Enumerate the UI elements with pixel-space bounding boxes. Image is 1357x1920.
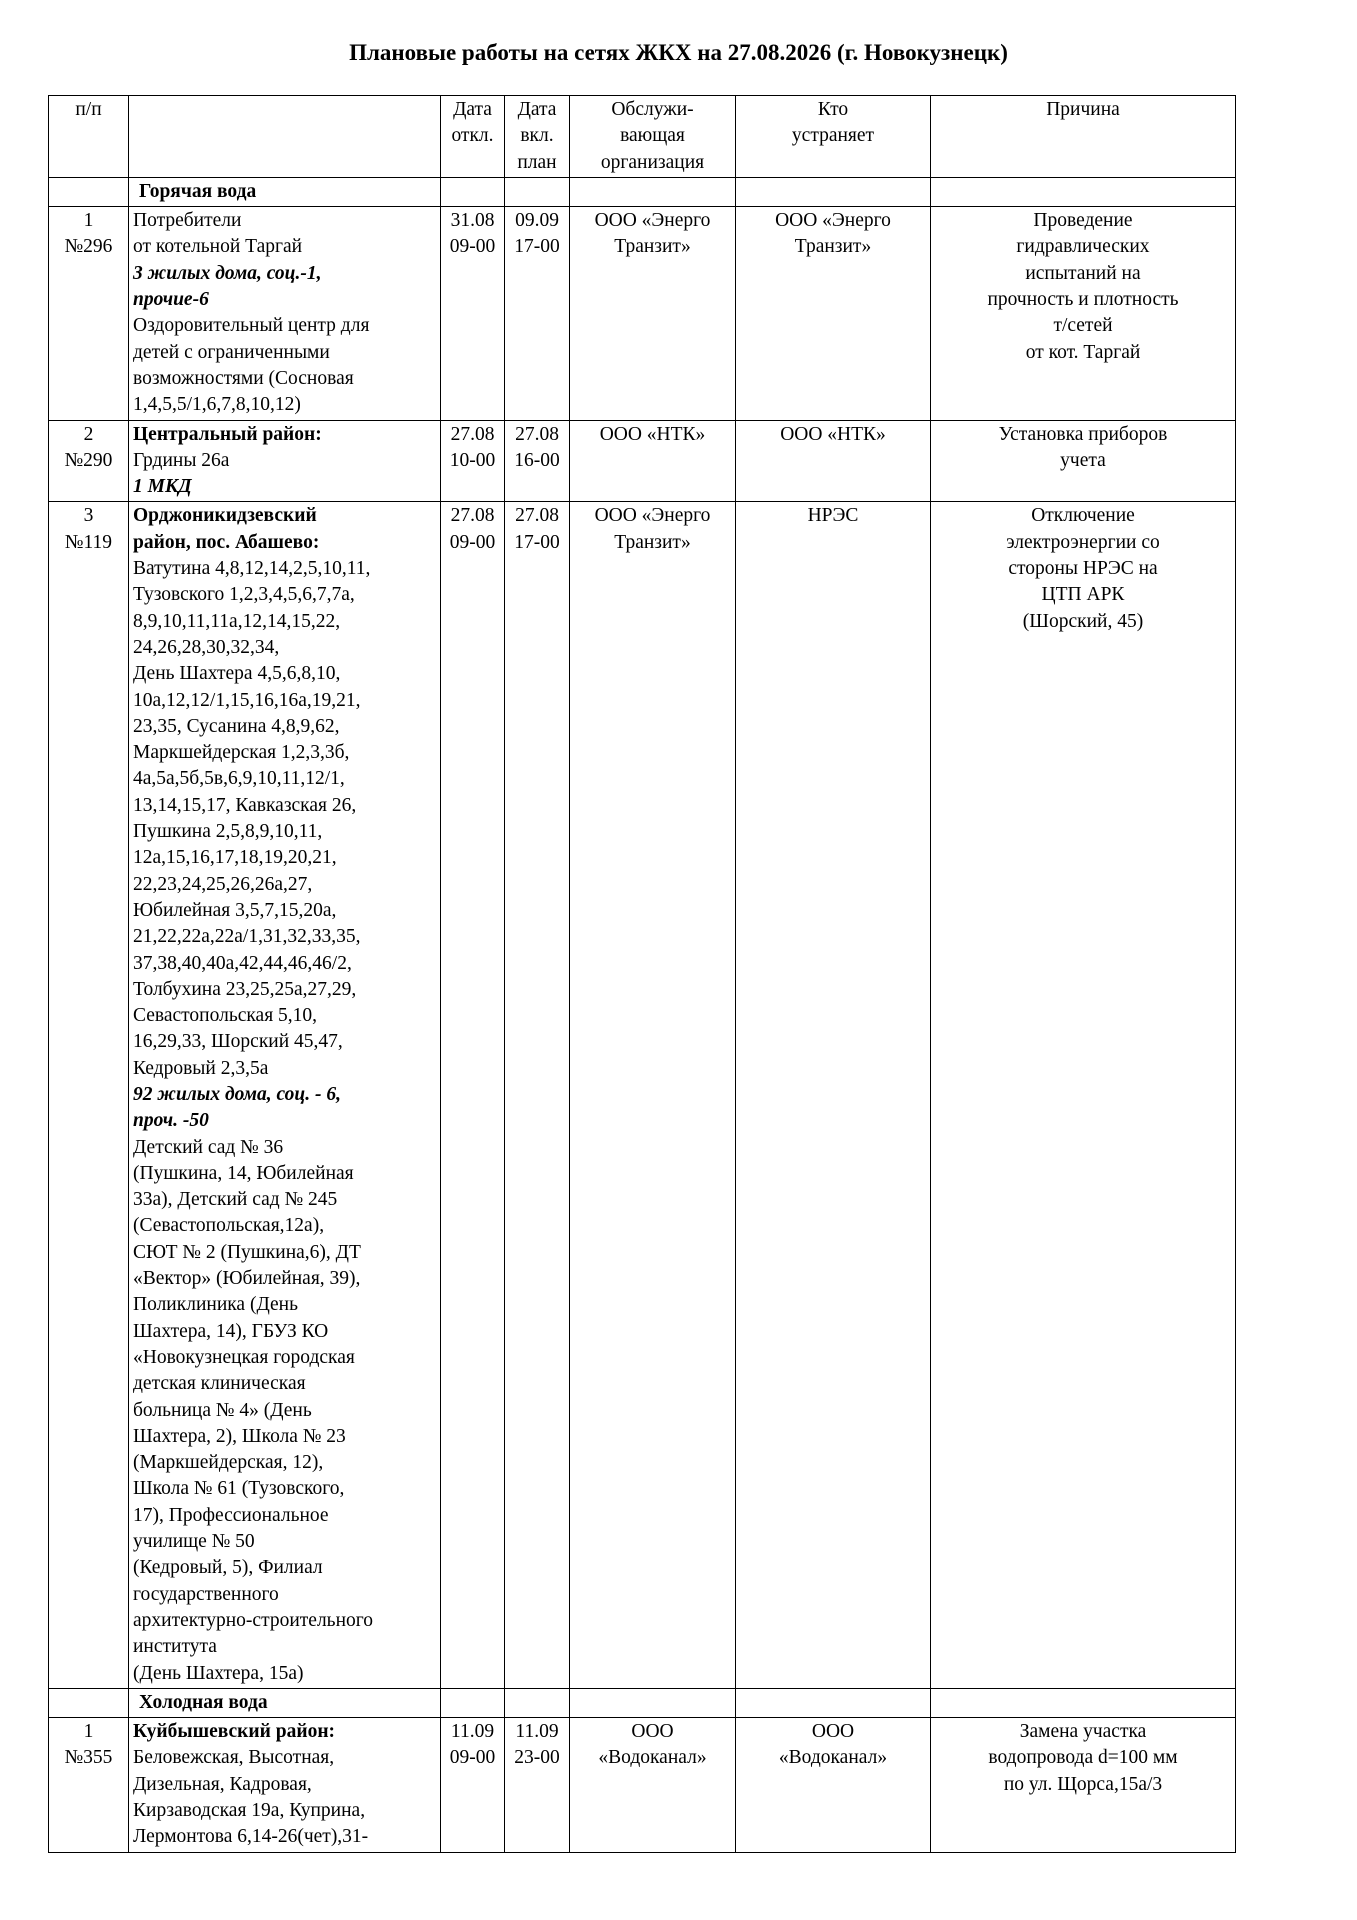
row-date-on: 09.09 17-00	[505, 207, 570, 420]
row-date-on: 27.08 17-00	[505, 502, 570, 1688]
row-address: Куйбышевский район: Беловежская, Высотная, Дизельная, Кадровая, Кирзаводская 19а, Куприна, Лермонтова 6,14-26(чет),31-	[129, 1718, 441, 1852]
table-row	[49, 1718, 1236, 1852]
row-org: ООО «Энерго Транзит»	[570, 502, 736, 1688]
row-address: Центральный район: Грдины 26а 1 МКД	[129, 420, 441, 502]
header-reason: Причина	[931, 96, 1236, 178]
section-cold-water	[49, 1688, 1236, 1717]
row-org: ООО «Энерго Транзит»	[570, 207, 736, 420]
row-date-on: 27.08 16-00	[505, 420, 570, 502]
row-address: Орджоникидзевский район, пос. Абашево: Ватутина 4,8,12,14,2,5,10,11, Тузовского 1,2,3,4,5,6,7,7а, 8,9,10,11,11а,12,14,15,22, 24,26,28,30,32,34, День Шахтера 4,5,6,8,10, 10а,12,12/1,15,16,16а,19,21, 23,35, Сусанина 4,8,9,62, Маркшейдерская 1,2,3,3б, 4а,5а,5б,5в,6,9,10,11,12/1, 13,14,15,17, Кавказская 26, Пушкина 2,5,8,9,10,11, 12а,15,16,17,18,19,20,21, 22,23,24,25,26,26а,27, Юбилейная 3,5,7,15,20а, 21,22,22а,22а/1,31,32,33,35, 37,38,40,40а,42,44,46,46/2, Толбухина 23,25,25а,27,29, Севастопольская 5,10, 16,29,33, Шорский 45,47, Кедровый 2,3,5а 92 жилых дома, соц. - 6, проч. -50 Детский сад № 36 (Пушкина, 14, Юбилейная 33а), Детский сад № 245 (Севастопольская,12а), СЮТ № 2 (Пушкина,6), ДТ «Вектор» (Юбилейная, 39), Поликлиника (День Шахтера, 14), ГБУЗ КО «Новокузнецкая городская детская клиническая больница № 4» (День Шахтера, 2), Школа № 23 (Маркшейдерская, 12), Школа № 61 (Тузовского, 17), Профессиональное училище № 50 (Кедровый, 5), Филиал государственного архитектурно-строительного института (День Шахтера, 15а)	[129, 502, 441, 1688]
section-hot-water	[49, 177, 1236, 206]
header-fixer: Кто устраняет	[736, 96, 931, 178]
works-table	[48, 95, 1236, 1853]
row-fixer: НРЭС	[736, 502, 931, 1688]
row-number: 3 №119	[49, 502, 129, 1688]
header-date-on: Дата вкл. план	[505, 96, 570, 178]
table-header-row	[49, 96, 1236, 178]
section-title-hot: Горячая вода	[129, 177, 441, 206]
table-row	[49, 502, 1236, 1688]
header-date-off: Дата откл.	[441, 96, 505, 178]
row-date-off: 27.08 09-00	[441, 502, 505, 1688]
row-number: 2 №290	[49, 420, 129, 502]
header-org: Обслужи- вающая организация	[570, 96, 736, 178]
row-fixer: ООО «НТК»	[736, 420, 931, 502]
header-address	[129, 96, 441, 178]
row-number: 1 №296	[49, 207, 129, 420]
row-reason: Отключение электроэнергии со стороны НРЭС на ЦТП АРК (Шорский, 45)	[931, 502, 1236, 1688]
header-num: п/п	[49, 96, 129, 178]
row-fixer: ООО «Водоканал»	[736, 1718, 931, 1852]
row-fixer: ООО «Энерго Транзит»	[736, 207, 931, 420]
row-address: Потребители от котельной Таргай 3 жилых дома, соц.-1, прочие-6 Оздоровительный центр для детей с ограниченными возможностями (Сосновая 1,4,5,5/1,6,7,8,10,12)	[129, 207, 441, 420]
row-date-off: 11.09 09-00	[441, 1718, 505, 1852]
table-row	[49, 420, 1236, 502]
row-org: ООО «Водоканал»	[570, 1718, 736, 1852]
row-date-off: 27.08 10-00	[441, 420, 505, 502]
row-number: 1 №355	[49, 1718, 129, 1852]
row-date-on: 11.09 23-00	[505, 1718, 570, 1852]
row-reason: Установка приборов учета	[931, 420, 1236, 502]
row-org: ООО «НТК»	[570, 420, 736, 502]
document-title: Плановые работы на сетях ЖКХ на 27.08.2026 (г. Новокузнецк)	[349, 40, 1008, 65]
section-title-cold: Холодная вода	[129, 1688, 441, 1717]
row-reason: Замена участка водопровода d=100 мм по ул. Щорса,15а/3	[931, 1718, 1236, 1852]
table-row	[49, 207, 1236, 420]
row-date-off: 31.08 09-00	[441, 207, 505, 420]
row-reason: Проведение гидравлических испытаний на прочность и плотность т/сетей от кот. Таргай	[931, 207, 1236, 420]
